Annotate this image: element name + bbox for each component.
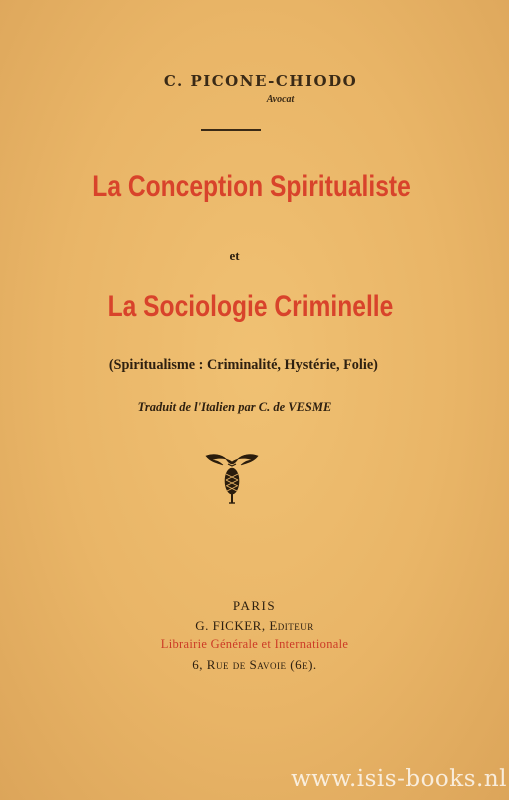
translator-credit: Traduit de l'Italien par C. de VESME (137, 400, 332, 414)
imprint-city: PARIS (232, 598, 277, 613)
title-line-2: La Sociologie Criminelle (107, 290, 394, 323)
imprint-publisher (0, 618, 509, 634)
title-conjunction: et (229, 248, 240, 263)
floral-vignette-icon (204, 450, 260, 506)
subtitle: (Spiritualisme : Criminalité, Hystérie, Folie) (108, 357, 378, 373)
imprint-address: 6, Rue de Savoie (6e). (192, 657, 317, 672)
author-role: Avocat (266, 94, 295, 105)
watermark-text: www.isis-books.nl (291, 766, 507, 792)
publisher-role: Editeur (269, 618, 314, 633)
publisher-name: G. FICKER, (195, 618, 266, 633)
title-line-1: La Conception Spiritualiste (92, 170, 411, 203)
divider-rule (201, 129, 261, 131)
author-name: C. PICONE-CHIODO (163, 72, 358, 90)
imprint-bookshop: Librairie Générale et Internationale (160, 637, 349, 651)
